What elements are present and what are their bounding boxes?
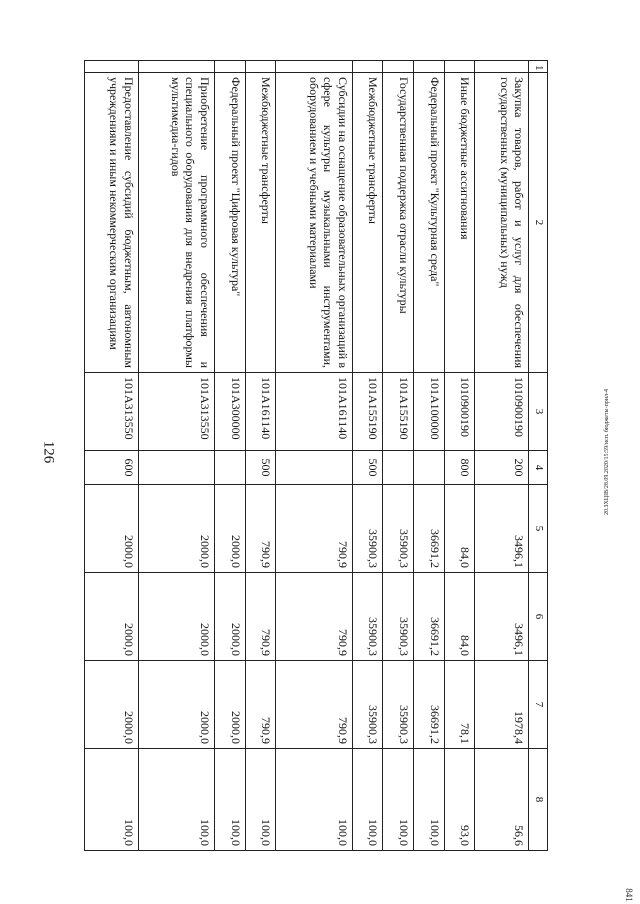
row-value-col5: 790,9 xyxy=(245,485,276,573)
row-value-col6: 84,0 xyxy=(444,573,475,661)
budget-table-container xyxy=(84,60,548,850)
row-expense-type: 800 xyxy=(444,451,475,485)
table-row xyxy=(352,61,383,851)
row-indent-cell xyxy=(475,61,529,73)
row-indent-cell xyxy=(276,61,352,73)
column-header: 3 xyxy=(529,373,548,451)
row-value-col5: 35900,3 xyxy=(352,485,383,573)
row-value-col5: 35900,3 xyxy=(383,485,414,573)
row-expense-type: 500 xyxy=(352,451,383,485)
row-name: Субсидии на оснащение образовательных организаций в сфере культуры музыкальными инструментами, оборудованием и учебными материалами xyxy=(276,73,352,373)
row-value-col8: 100,0 xyxy=(245,749,276,851)
row-name: Предоставление субсидий бюджетным, автономным учреждениям и иным некоммерческим организациям xyxy=(85,73,139,373)
row-code: 101А100000 xyxy=(414,373,445,451)
row-value-col8: 100,0 xyxy=(276,749,352,851)
row-code: 1010900190 xyxy=(444,373,475,451)
row-expense-type: 600 xyxy=(85,451,139,485)
row-value-col7: 36691,2 xyxy=(414,661,445,749)
row-expense-type xyxy=(414,451,445,485)
row-value-col5: 2000,0 xyxy=(214,485,245,573)
row-value-col5: 36691,2 xyxy=(414,485,445,573)
row-value-col5: 790,9 xyxy=(276,485,352,573)
row-value-col8: 100,0 xyxy=(352,749,383,851)
corner-page-mark: 841 xyxy=(623,888,634,902)
table-row xyxy=(85,61,139,851)
row-value-col8: 100,0 xyxy=(383,749,414,851)
row-name: Государственная поддержка отрасли культуры xyxy=(383,73,414,373)
row-value-col8: 93,0 xyxy=(444,749,475,851)
row-value-col7: 35900,3 xyxy=(352,661,383,749)
row-indent-cell xyxy=(352,61,383,73)
table-row xyxy=(475,61,529,851)
row-code: 101А300000 xyxy=(214,373,245,451)
document-side-note: 20.ЗХЦIB/28.09.2020/15:59/исп. бюджеты-прил-4 xyxy=(604,388,610,516)
row-indent-cell xyxy=(444,61,475,73)
row-value-col5: 2000,0 xyxy=(138,485,214,573)
row-value-col7: 1978,4 xyxy=(475,661,529,749)
row-value-col6: 35900,3 xyxy=(352,573,383,661)
row-code: 101А155190 xyxy=(383,373,414,451)
row-code: 101А155190 xyxy=(352,373,383,451)
row-value-col5: 84,0 xyxy=(444,485,475,573)
row-value-col7: 35900,3 xyxy=(383,661,414,749)
row-indent-cell xyxy=(414,61,445,73)
row-expense-type xyxy=(138,451,214,485)
row-value-col6: 35900,3 xyxy=(383,573,414,661)
table-row xyxy=(214,61,245,851)
row-value-col6: 2000,0 xyxy=(85,573,139,661)
row-name: Приобретение программного обеспечения и специального оборудования для внедрения платформы мультимедиа-гидов xyxy=(138,73,214,373)
row-indent-cell xyxy=(138,61,214,73)
row-expense-type: 500 xyxy=(245,451,276,485)
column-header: 8 xyxy=(529,749,548,851)
row-value-col6: 3496,1 xyxy=(475,573,529,661)
row-indent-cell xyxy=(245,61,276,73)
row-code: 1010900190 xyxy=(475,373,529,451)
table-row xyxy=(414,61,445,851)
row-code: 101А161140 xyxy=(276,373,352,451)
row-value-col6: 2000,0 xyxy=(138,573,214,661)
row-indent-cell xyxy=(383,61,414,73)
row-value-col8: 100,0 xyxy=(138,749,214,851)
row-name: Межбюджетные трансферты xyxy=(352,73,383,373)
row-value-col7: 2000,0 xyxy=(85,661,139,749)
row-value-col8: 56,6 xyxy=(475,749,529,851)
row-value-col8: 100,0 xyxy=(414,749,445,851)
row-value-col6: 36691,2 xyxy=(414,573,445,661)
row-value-col7: 78,1 xyxy=(444,661,475,749)
row-code: 101А161140 xyxy=(245,373,276,451)
table-header-row xyxy=(529,61,548,851)
row-code: 101А313550 xyxy=(85,373,139,451)
table-row xyxy=(138,61,214,851)
row-value-col7: 2000,0 xyxy=(214,661,245,749)
row-code: 101А313550 xyxy=(138,373,214,451)
table-row xyxy=(245,61,276,851)
column-header: 5 xyxy=(529,485,548,573)
row-expense-type: 200 xyxy=(475,451,529,485)
row-indent-cell xyxy=(214,61,245,73)
table-row xyxy=(276,61,352,851)
row-expense-type xyxy=(214,451,245,485)
column-header: 2 xyxy=(529,73,548,373)
column-header: 1 xyxy=(529,61,548,73)
row-value-col8: 100,0 xyxy=(214,749,245,851)
page-number: 126 xyxy=(40,440,57,464)
row-value-col5: 2000,0 xyxy=(85,485,139,573)
table-row xyxy=(383,61,414,851)
row-name: Закупка товаров, работ и услуг для обеспечения государственных (муниципальных) нужд xyxy=(475,73,529,373)
column-header: 7 xyxy=(529,661,548,749)
budget-table xyxy=(84,60,548,851)
column-header: 6 xyxy=(529,573,548,661)
row-name: Межбюджетные трансферты xyxy=(245,73,276,373)
row-value-col8: 100,0 xyxy=(85,749,139,851)
row-expense-type xyxy=(383,451,414,485)
row-name: Иные бюджетные ассигнования xyxy=(444,73,475,373)
table-row xyxy=(444,61,475,851)
row-value-col6: 2000,0 xyxy=(214,573,245,661)
row-expense-type xyxy=(276,451,352,485)
column-header: 4 xyxy=(529,451,548,485)
row-name: Федеральный проект "Цифровая культура" xyxy=(214,73,245,373)
row-value-col6: 790,9 xyxy=(276,573,352,661)
row-name: Федеральный проект "Культурная среда" xyxy=(414,73,445,373)
row-value-col7: 790,9 xyxy=(245,661,276,749)
row-value-col5: 3496,1 xyxy=(475,485,529,573)
row-value-col6: 790,9 xyxy=(245,573,276,661)
row-value-col7: 2000,0 xyxy=(138,661,214,749)
row-value-col7: 790,9 xyxy=(276,661,352,749)
row-indent-cell xyxy=(85,61,139,73)
